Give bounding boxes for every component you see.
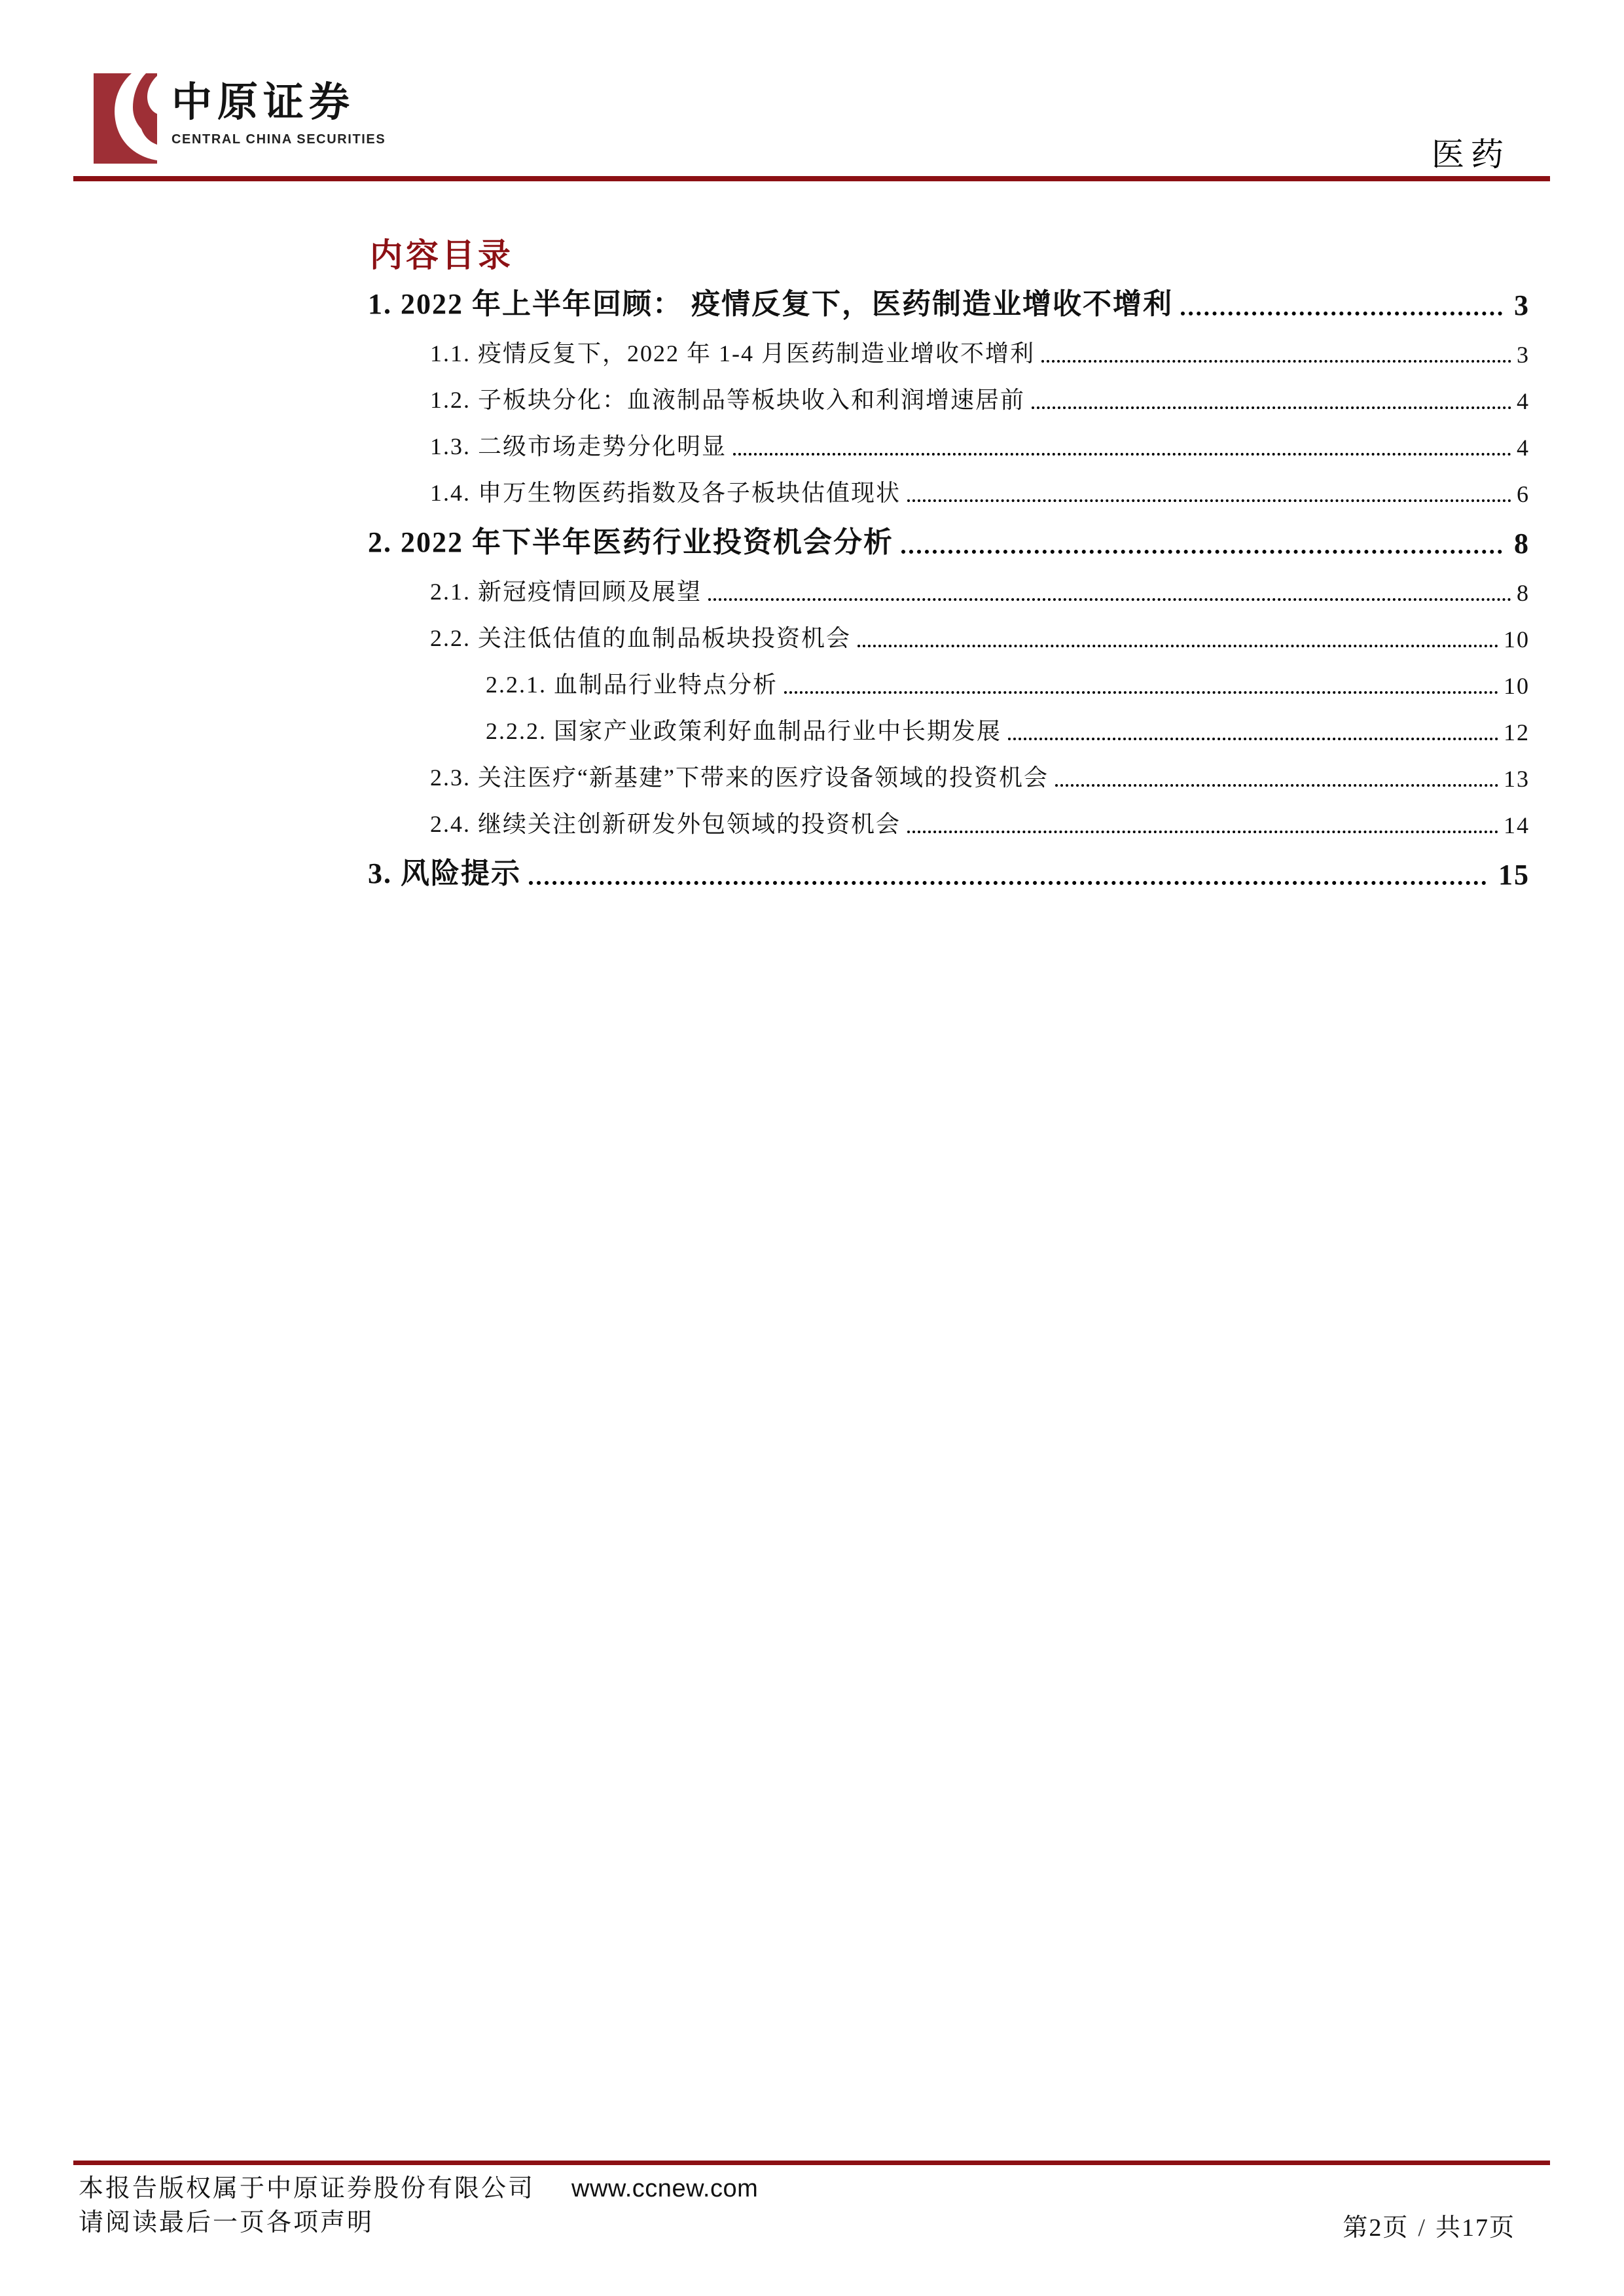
toc-entry-label: 1.1. 疫情反复下，2022 年 1-4 月医药制造业增收不增利 [430,340,1035,367]
toc-entry[interactable] [368,467,1530,513]
logo-cn-name: 中原证券 [171,81,355,125]
toc-leader-dots [857,645,1498,647]
toc-leader-dots [907,831,1498,833]
company-logo [94,73,386,164]
toc-entry-label: 2.1. 新冠疫情回顾及展望 [430,579,702,605]
footer-copyright-line [79,2168,758,2204]
ccs-logo-icon [94,73,157,164]
toc-leader-dots [1008,738,1498,740]
toc-entry[interactable] [368,565,1530,612]
toc-entry[interactable] [368,327,1530,374]
current-page: 第2页 [1343,2214,1409,2242]
toc-entry[interactable] [368,705,1530,751]
toc-entry-label: 1.2. 子板块分化：血液制品等板块收入和利润增速居前 [430,387,1026,413]
toc-entry-page: 6 [1517,481,1530,507]
toc-entry-label: 2. 2022 年下半年医药行业投资机会分析 [368,526,893,558]
toc-leader-dots [1032,406,1511,409]
toc-entry-page: 3 [1514,289,1530,321]
toc-entry-page: 10 [1504,626,1530,653]
toc-leader-dots [1181,312,1502,315]
total-pages: 共17页 [1435,2214,1515,2242]
toc-entry-label: 3. 风险提示 [368,857,521,889]
toc-entry-page: 13 [1504,766,1530,792]
toc-entry-page: 14 [1504,812,1530,838]
report-industry-label: 医药 [1432,136,1510,173]
toc-entry[interactable] [368,658,1530,705]
toc-leader-dots [733,453,1511,456]
toc-entry[interactable] [368,751,1530,798]
toc-entry-page: 10 [1504,673,1530,699]
toc-entry-page: 4 [1517,435,1530,461]
toc-entry-label: 2.4. 继续关注创新研发外包领域的投资机会 [430,811,901,837]
toc-leader-dots [529,881,1487,885]
toc-leader-dots [907,499,1511,502]
header-divider [73,176,1550,181]
toc-entry-label: 2.2.2. 国家产业政策利好血制品行业中长期发展 [486,718,1002,744]
toc-entry[interactable] [368,612,1530,658]
toc-entry-label: 1.4. 申万生物医药指数及各子板块估值现状 [430,480,901,506]
logo-en-name: CENTRAL CHINA SECURITIES [171,132,386,147]
toc-entry[interactable] [368,420,1530,467]
toc-entry-page: 8 [1517,580,1530,606]
toc-entry-page: 4 [1517,388,1530,414]
toc-entry[interactable] [368,275,1530,327]
footer-website-link[interactable]: www.ccnew.com [571,2175,759,2202]
toc-entry[interactable] [368,513,1530,565]
page-separator: / [1418,2214,1426,2242]
toc-leader-dots [784,691,1498,694]
toc-leader-dots [901,550,1502,554]
toc-entry-page: 12 [1504,719,1530,745]
footer-copyright: 本报告版权属于中原证券股份有限公司 [79,2175,535,2202]
toc-entry-label: 2.2. 关注低估值的血制品板块投资机会 [430,625,852,651]
toc-leader-dots [708,598,1511,601]
footer-disclaimer: 请阅读最后一页各项声明 [79,2209,374,2236]
toc-entry-label: 2.3. 关注医疗“新基建”下带来的医疗设备领域的投资机会 [430,764,1049,791]
toc-entry[interactable] [368,798,1530,844]
toc-entry-page: 15 [1498,859,1530,891]
toc-entry-page: 8 [1514,528,1530,560]
toc-entry[interactable] [368,374,1530,420]
toc-entry[interactable] [368,844,1530,897]
footer-divider [73,2161,1550,2165]
toc-leader-dots [1041,360,1511,363]
toc-entry-label: 1. 2022 年上半年回顾： 疫情反复下，医药制造业增收不增利 [368,288,1173,320]
toc-list [368,275,1530,897]
toc-entry-page: 3 [1517,342,1530,368]
logo-text [171,73,386,147]
footer-page-indicator [1343,2207,1515,2243]
toc-entry-label: 1.3. 二级市场走势分化明显 [430,433,727,459]
toc-title: 内容目录 [370,237,514,274]
toc-entry-label: 2.2.1. 血制品行业特点分析 [486,672,778,698]
toc-leader-dots [1055,784,1498,787]
